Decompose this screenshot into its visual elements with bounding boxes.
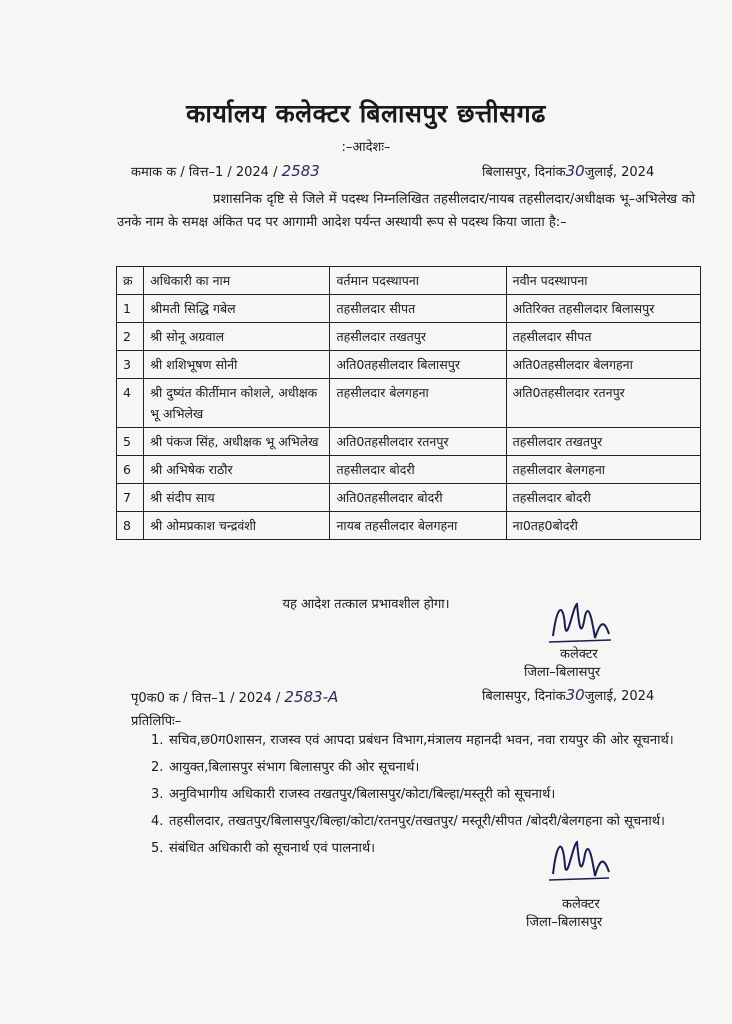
- body-paragraph: प्रशासनिक दृष्टि से जिले में पदस्थ निम्नलिखित तहसीलदार/नायब तहसीलदार/अधीक्षक भू–अभिलेख को उनके नाम के समक्ष अंकित पद पर आगामी आदेश पर्यन्त अस्थायी रूप से पदस्थ किया जाता है:–: [117, 192, 695, 230]
- row-current-posting: तहसीलदार बोदरी: [330, 456, 506, 484]
- row-current-posting: अति0तहसीलदार बोदरी: [330, 484, 506, 512]
- collector-signature-2: [543, 832, 613, 884]
- endorsement-place-date: [482, 686, 654, 704]
- list-item-text: तहसीलदार, तखतपुर/बिलासपुर/बिल्हा/कोटा/रतनपुर/तखतपुर/ मस्तूरी/सीपत /बोदरी/बेलगहना को सूचनार्थ।: [169, 814, 665, 829]
- row-current-posting: अति0तहसीलदार रतनपुर: [330, 428, 506, 456]
- row-sno: 7: [117, 484, 144, 512]
- row-new-posting: तहसीलदार सीपत: [506, 323, 700, 351]
- row-new-posting: ना0तह0बोदरी: [506, 512, 700, 540]
- order-place-date: [482, 162, 654, 180]
- row-current-posting: तहसीलदार सीपत: [330, 295, 506, 323]
- row-current-posting: तहसीलदार तखतपुर: [330, 323, 506, 351]
- table-row: [117, 323, 701, 351]
- table-row: [117, 456, 701, 484]
- row-new-posting: तहसीलदार तखतपुर: [506, 428, 700, 456]
- row-sno: 3: [117, 351, 144, 379]
- header-current-posting: वर्तमान पदस्थापना: [330, 267, 506, 295]
- row-sno: 5: [117, 428, 144, 456]
- row-sno: 8: [117, 512, 144, 540]
- table-header-row: [117, 267, 701, 295]
- header-officer-name: अधिकारी का नाम: [144, 267, 330, 295]
- row-sno: 6: [117, 456, 144, 484]
- signature-scribble-icon: [543, 832, 613, 884]
- row-officer-name: श्री अभिषेक राठौर: [144, 456, 330, 484]
- row-officer-name: श्रीमती सिद्धि गबेल: [144, 295, 330, 323]
- list-item-number: 2.: [151, 760, 164, 775]
- endorsement-number-handwritten: 2583-A: [284, 688, 339, 706]
- order-date-handwritten: 30: [565, 162, 585, 180]
- order-date-suffix: जुलाई, 2024: [584, 165, 655, 180]
- effect-note: यह आदेश तत्काल प्रभावशील होगा।: [282, 597, 450, 612]
- table-row: [117, 379, 701, 428]
- endorsement-number: [131, 688, 338, 706]
- endorsement-date-suffix: जुलाई, 2024: [584, 689, 655, 704]
- list-item-number: 1.: [151, 733, 164, 748]
- row-current-posting: तहसीलदार बेलगहना: [330, 379, 506, 428]
- table-row: [117, 512, 701, 540]
- order-number-handwritten: 2583: [281, 162, 320, 180]
- order-number: [131, 162, 320, 180]
- row-sno: 1: [117, 295, 144, 323]
- row-current-posting: अति0तहसीलदार बिलासपुर: [330, 351, 506, 379]
- signature-1-district: जिला–बिलासपुर: [524, 665, 601, 680]
- order-heading: :–आदेशः–: [341, 140, 391, 155]
- office-title: कार्यालय कलेक्टर बिलासपुर छत्तीसगढ: [186, 99, 546, 128]
- list-item: [131, 757, 691, 779]
- list-item-number: 4.: [151, 814, 164, 829]
- row-new-posting: तहसीलदार बोदरी: [506, 484, 700, 512]
- table-row: [117, 351, 701, 379]
- row-current-posting: नायब तहसीलदार बेलगहना: [330, 512, 506, 540]
- signature-2-designation: कलेक्टर: [562, 897, 600, 912]
- list-item-text: आयुक्त,बिलासपुर संभाग बिलासपुर की ओर सूचनार्थ।: [169, 760, 420, 775]
- row-officer-name: श्री ओमप्रकाश चन्द्रवंशी: [144, 512, 330, 540]
- header-new-posting: नवीन पदस्थापना: [506, 267, 700, 295]
- row-new-posting: अति0तहसीलदार रतनपुर: [506, 379, 700, 428]
- signature-1-designation: कलेक्टर: [560, 647, 598, 662]
- header-sno: क्र: [117, 267, 144, 295]
- order-number-prefix: कमाक क / वित्त–1 / 2024 /: [131, 165, 278, 180]
- endorsement-number-prefix: पृ0क0 क / वित्त–1 / 2024 /: [131, 691, 281, 706]
- copy-to-heading: प्रतिलिपिः–: [131, 714, 182, 729]
- list-item-number: 5.: [151, 841, 164, 856]
- list-item: [131, 730, 691, 752]
- signature-scribble-icon: [545, 596, 615, 648]
- list-item-text: अनुविभागीय अधिकारी राजस्व तखतपुर/बिलासपुर/कोटा/बिल्हा/मस्तूरी को सूचनार्थ।: [169, 787, 556, 802]
- list-item-text: सचिव,छ0ग0शासन, राजस्व एवं आपदा प्रबंधन विभाग,मंत्रालय महानदी भवन, नवा रायपुर की ओर सूचनार्थ।: [169, 733, 674, 748]
- list-item: [131, 784, 691, 806]
- endorsement-place-date-prefix: बिलासपुर, दिनांक: [482, 689, 566, 704]
- table-row: [117, 484, 701, 512]
- row-new-posting: अतिरिक्त तहसीलदार बिलासपुर: [506, 295, 700, 323]
- collector-signature-1: [545, 596, 615, 648]
- row-new-posting: तहसीलदार बेलगहना: [506, 456, 700, 484]
- row-sno: 2: [117, 323, 144, 351]
- row-sno: 4: [117, 379, 144, 428]
- signature-2-district: जिला–बिलासपुर: [526, 915, 603, 930]
- list-item: [131, 811, 691, 833]
- row-officer-name: श्री पंकज सिंह, अधीक्षक भू अभिलेख: [144, 428, 330, 456]
- row-new-posting: अति0तहसीलदार बेलगहना: [506, 351, 700, 379]
- table-row: [117, 428, 701, 456]
- table-row: [117, 295, 701, 323]
- list-item-number: 3.: [151, 787, 164, 802]
- row-officer-name: श्री सोनू अग्रवाल: [144, 323, 330, 351]
- posting-table: [116, 266, 701, 540]
- row-officer-name: श्री दुष्यंत कीर्तीमान कोशले, अधीक्षक भू अभिलेख: [144, 379, 330, 428]
- list-item-text: संबंधित अधिकारी को सूचनार्थ एवं पालनार्थ।: [169, 841, 376, 856]
- order-place-date-prefix: बिलासपुर, दिनांक: [482, 165, 566, 180]
- endorsement-date-handwritten: 30: [565, 686, 585, 704]
- row-officer-name: श्री संदीप साय: [144, 484, 330, 512]
- row-officer-name: श्री शशिभूषण सोनी: [144, 351, 330, 379]
